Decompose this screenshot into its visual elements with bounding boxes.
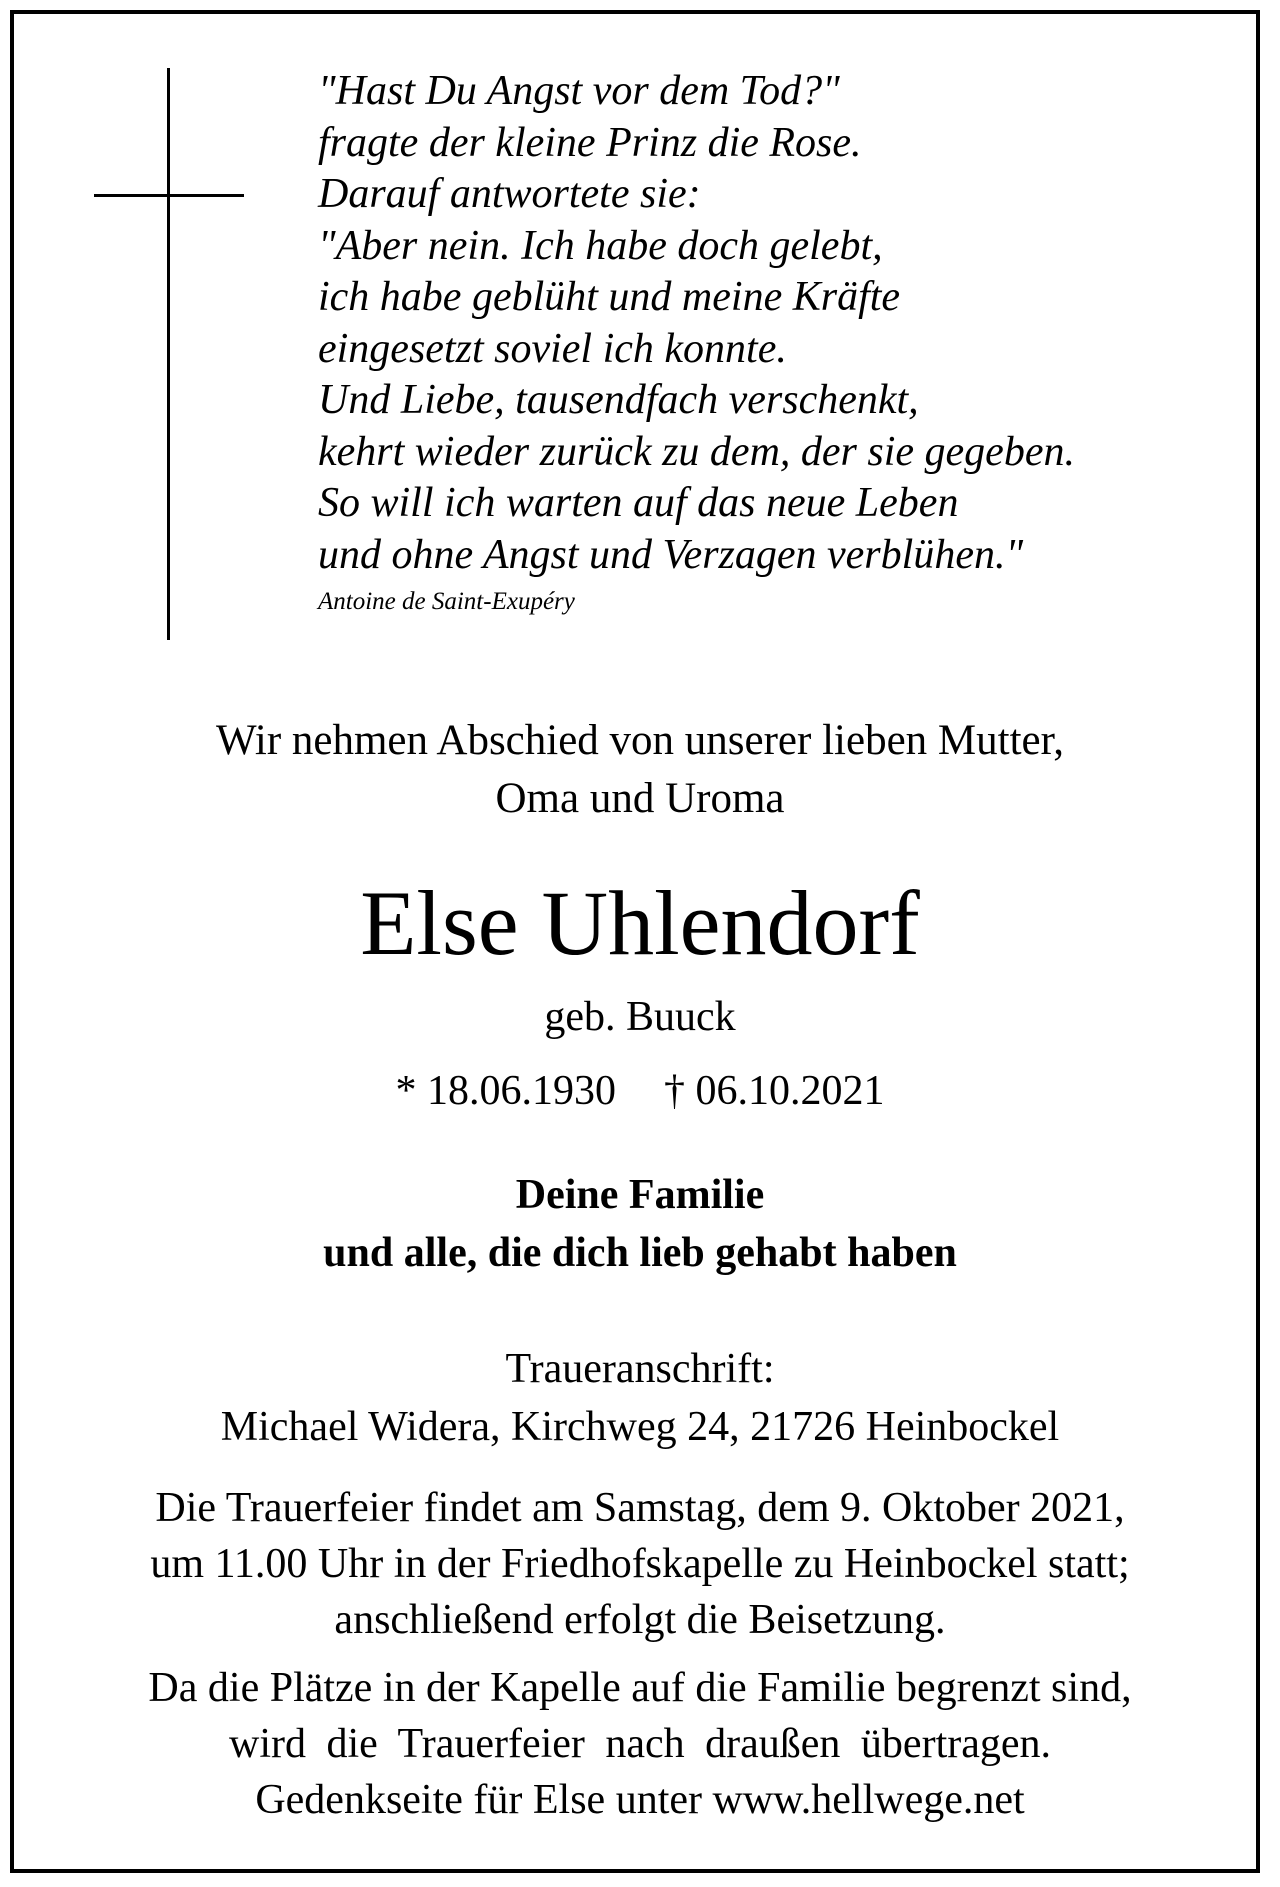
deceased-name: Else Uhlendorf <box>360 872 920 974</box>
poem-author: Antoine de Saint-Exupéry <box>318 588 575 615</box>
family-line: und alle, die dich lieb gehabt haben <box>323 1230 957 1276</box>
ceremony-line: um 11.00 Uhr in der Friedhofskapelle zu Heinbockel statt; <box>150 1541 1130 1587</box>
family-signature <box>40 1166 1240 1282</box>
cross-vertical-bar <box>167 68 170 640</box>
poem-line: ich habe geblüht und meine Kräfte <box>318 274 901 320</box>
farewell-intro-line: Oma und Uroma <box>495 775 785 822</box>
poem-line: fragte der kleine Prinz die Rose. <box>318 119 862 166</box>
birth-name: geb. Buuck <box>544 994 736 1040</box>
notice-line: Da die Plätze in der Kapelle auf die Familie begrenzt sind, <box>148 1665 1132 1711</box>
address-value: Michael Widera, Kirchweg 24, 21726 Heinbockel <box>220 1404 1060 1450</box>
ceremony-line: anschließend erfolgt die Beisetzung. <box>334 1597 946 1643</box>
birth-date: * 18.06.1930 <box>395 1068 616 1114</box>
poem-line: "Hast Du Angst vor dem Tod?" <box>318 68 840 114</box>
poem-line: und ohne Angst und Verzagen verblühen." <box>318 531 1024 578</box>
poem-quote <box>318 66 1238 619</box>
broadcast-notice <box>40 1660 1240 1828</box>
mourning-address <box>40 1340 1240 1456</box>
death-date: † 06.10.2021 <box>664 1068 885 1114</box>
ceremony-line: Die Trauerfeier findet am Samstag, dem 9. Oktober 2021, <box>155 1485 1125 1531</box>
cross-horizontal-bar <box>94 194 244 197</box>
poem-line: "Aber nein. Ich habe doch gelebt, <box>318 222 883 269</box>
cross-icon <box>94 68 244 640</box>
life-dates <box>40 1064 1240 1118</box>
poem-line: kehrt wieder zurück zu dem, der sie gegeben. <box>318 428 1075 475</box>
poem-line: Darauf antwortete sie: <box>318 171 701 217</box>
address-label: Traueranschrift: <box>505 1346 775 1392</box>
memorial-page-line: Gedenkseite für Else unter www.hellwege.net <box>255 1777 1025 1823</box>
ceremony-info <box>40 1480 1240 1648</box>
poem-line: Und Liebe, tausendfach verschenkt, <box>318 377 919 423</box>
notice-line: wird die Trauerfeier nach draußen übertragen. <box>228 1721 1052 1767</box>
poem-line: So will ich warten auf das neue Leben <box>318 480 959 526</box>
family-line: Deine Familie <box>515 1172 765 1218</box>
poem-line: eingesetzt soviel ich konnte. <box>318 325 787 372</box>
farewell-intro <box>40 712 1240 828</box>
farewell-intro-line: Wir nehmen Abschied von unserer lieben Mutter, <box>216 717 1064 764</box>
